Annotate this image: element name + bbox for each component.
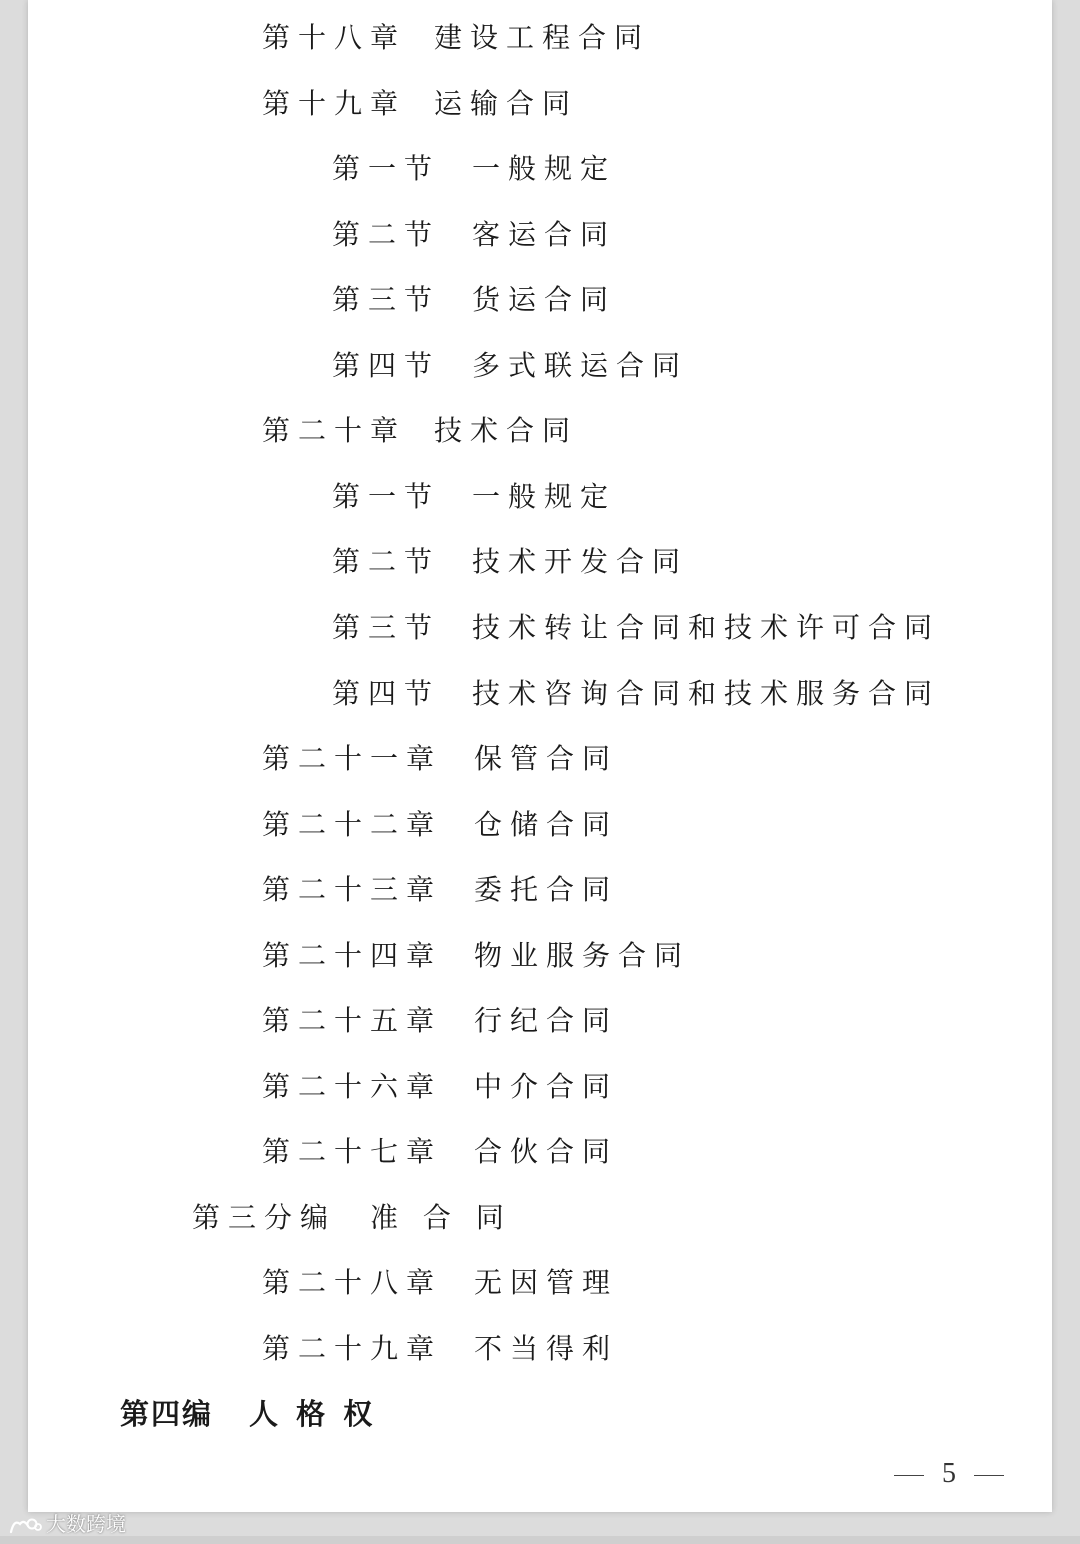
toc-label: 第二十四章 xyxy=(262,939,443,972)
toc-title: 一般规定 xyxy=(472,480,617,513)
toc-chapter xyxy=(262,805,618,845)
toc-section xyxy=(332,280,616,320)
toc-title: 建设工程合同 xyxy=(434,21,651,54)
page-number-dash xyxy=(894,1475,924,1476)
toc-title: 技术咨询合同和技术服务合同 xyxy=(472,677,941,710)
brand-logo-icon xyxy=(8,1516,42,1536)
toc-title: 技术开发合同 xyxy=(472,545,689,578)
bottom-strip xyxy=(0,1536,1080,1544)
toc-chapter xyxy=(262,1329,618,1369)
toc-chapter xyxy=(262,936,690,976)
toc-label: 第一节 xyxy=(332,152,441,185)
toc-chapter xyxy=(262,1132,618,1172)
toc-chapter xyxy=(262,84,578,124)
toc-label: 第二十章 xyxy=(262,414,407,447)
page-number-value: 5 xyxy=(942,1458,956,1489)
toc-section xyxy=(332,542,688,582)
toc-title: 客运合同 xyxy=(472,218,617,251)
toc-part xyxy=(120,1394,376,1434)
toc-title: 中介合同 xyxy=(474,1070,619,1103)
toc-title: 仓储合同 xyxy=(474,808,619,841)
watermark xyxy=(8,1508,126,1537)
toc-chapter xyxy=(262,1263,618,1303)
watermark-text: 大数跨境 xyxy=(46,1512,126,1536)
toc-subpart xyxy=(192,1198,512,1238)
toc-chapter xyxy=(262,739,618,779)
toc-label: 第二节 xyxy=(332,218,441,251)
toc-label: 第二十一章 xyxy=(262,742,443,775)
toc-title: 多式联运合同 xyxy=(472,349,689,382)
toc-title: 合伙合同 xyxy=(474,1135,619,1168)
toc-title: 无因管理 xyxy=(474,1266,619,1299)
toc-label: 第四节 xyxy=(332,349,441,382)
toc-label: 第三节 xyxy=(332,611,441,644)
toc-label: 第二十九章 xyxy=(262,1332,443,1365)
toc-section xyxy=(332,674,940,714)
page-number xyxy=(876,1458,1022,1490)
toc-chapter xyxy=(262,1067,618,1107)
toc-section xyxy=(332,346,688,386)
toc-label: 第二十六章 xyxy=(262,1070,443,1103)
toc-title: 一般规定 xyxy=(472,152,617,185)
toc-title: 不当得利 xyxy=(474,1332,619,1365)
toc-label: 第二十五章 xyxy=(262,1004,443,1037)
toc-label: 第十九章 xyxy=(262,87,407,120)
toc-chapter xyxy=(262,870,618,910)
toc-title: 委托合同 xyxy=(474,873,619,906)
toc-section xyxy=(332,149,616,189)
toc-title: 运输合同 xyxy=(434,87,579,120)
toc-title: 人 格 权 xyxy=(249,1397,377,1431)
toc-title: 技术转让合同和技术许可合同 xyxy=(472,611,941,644)
toc-section xyxy=(332,215,616,255)
toc-title: 货运合同 xyxy=(472,283,617,316)
toc-title: 准 合 同 xyxy=(370,1201,512,1234)
toc-label: 第一节 xyxy=(332,480,441,513)
toc-section xyxy=(332,477,616,517)
document-page xyxy=(28,0,1052,1512)
toc-title: 物业服务合同 xyxy=(474,939,691,972)
toc-chapter xyxy=(262,411,578,451)
toc-label: 第二十二章 xyxy=(262,808,443,841)
toc-chapter xyxy=(262,18,650,58)
toc-label: 第二十三章 xyxy=(262,873,443,906)
toc-label: 第三节 xyxy=(332,283,441,316)
toc-label: 第二十七章 xyxy=(262,1135,443,1168)
toc-title: 行纪合同 xyxy=(474,1004,619,1037)
toc-title: 保管合同 xyxy=(474,742,619,775)
toc-chapter xyxy=(262,1001,618,1041)
toc-label: 第十八章 xyxy=(262,21,407,54)
page-number-dash xyxy=(974,1475,1004,1476)
toc-label: 第四编 xyxy=(120,1397,214,1431)
toc-title: 技术合同 xyxy=(434,414,579,447)
toc-section xyxy=(332,608,940,648)
toc-label: 第四节 xyxy=(332,677,441,710)
toc-label: 第二节 xyxy=(332,545,441,578)
toc-label: 第三分编 xyxy=(192,1201,337,1234)
toc-label: 第二十八章 xyxy=(262,1266,443,1299)
